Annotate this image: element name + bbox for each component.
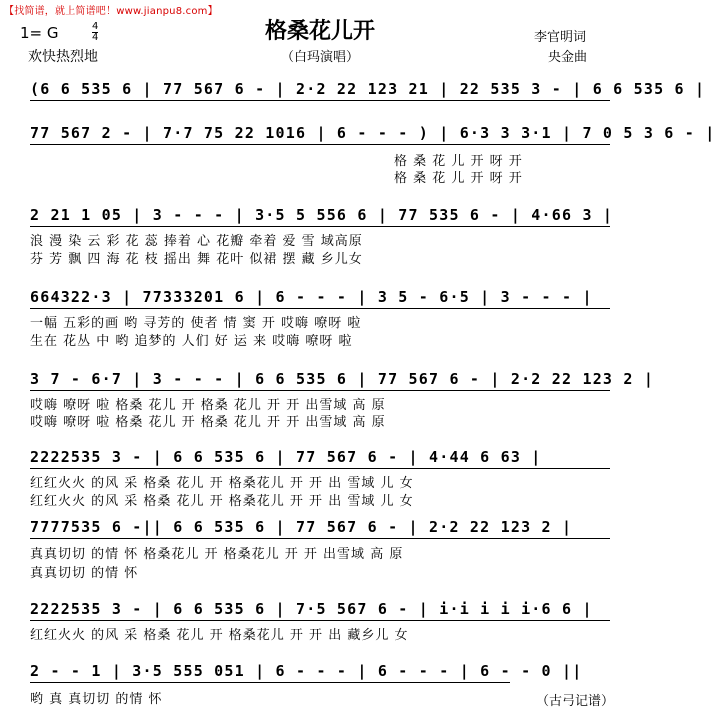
notation-row-2: 77 567 2 - | 7·7 75 22 1016 | 6 - - - ) | 6·3 3 3·1 | 7 0 5 3 6 - |	[30, 124, 715, 142]
transcriber-note: （古弓记谱）	[536, 694, 615, 709]
lyric-row-2-line-1: 格 桑 花 儿 开 呀 开	[394, 154, 523, 169]
lyric-row-4-line-1: 一幅 五彩的画 哟 寻芳的 使者 情 窦 开 哎嗨 嘹呀 啦	[30, 316, 362, 331]
key-signature: 1= G	[20, 24, 59, 42]
underline-row-5	[30, 390, 610, 391]
tempo-marking: 欢快热烈地	[28, 49, 98, 65]
lyric-row-2-line-2: 格 桑 花 儿 开 呀 开	[394, 171, 523, 186]
underline-row-2	[30, 144, 610, 145]
notation-row-8: 2222535 3 - | 6 6 535 6 | 7·5 567 6 - | i·i i i i·6 6 |	[30, 600, 593, 618]
notation-row-9: 2 - - 1 | 3·5 555 051 | 6 - - - | 6 - - - | 6 - - 0 ||	[30, 662, 583, 680]
site-banner: 【找简谱，就上简谱吧！www.jianpu8.com】	[4, 6, 218, 17]
underline-row-4	[30, 308, 610, 309]
underline-row-7	[30, 538, 610, 539]
notation-row-6: 2222535 3 - | 6 6 535 6 | 77 567 6 - | 4·44 6 63 |	[30, 448, 542, 466]
lyric-row-7-line-2: 真真切切 的情 怀	[30, 566, 139, 581]
lyric-row-6-line-1: 红红火火 的风 采 格桑 花儿 开 格桑花儿 开 开 出 雪域 儿 女	[30, 476, 414, 491]
composer-credit: 央金曲	[548, 50, 588, 65]
lyric-row-5-line-1: 哎嗨 嘹呀 啦 格桑 花儿 开 格桑 花儿 开 开 出雪域 高 原	[30, 398, 386, 413]
notation-row-7: 7777535 6 -|| 6 6 535 6 | 77 567 6 - | 2·2 22 123 2 |	[30, 518, 573, 536]
notation-row-4: 664322·3 | 77333201 6 | 6 - - - | 3 5 - 6·5 | 3 - - - |	[30, 288, 593, 306]
lyricist-credit: 李官明词	[534, 30, 587, 45]
lyric-row-5-line-2: 哎嗨 嘹呀 啦 格桑 花儿 开 格桑 花儿 开 开 出雪域 高 原	[30, 415, 386, 430]
lyric-row-3-line-1: 浪 漫 染 云 彩 花 蕊 捧着 心 花瓣 牵着 爱 雪 域高原	[30, 234, 363, 249]
meter-bottom: 4	[92, 32, 99, 43]
lyric-row-6-line-2: 红红火火 的风 采 格桑 花儿 开 格桑花儿 开 开 出 雪域 儿 女	[30, 494, 414, 509]
lyric-row-7-line-1: 真真切切 的情 怀 格桑花儿 开 格桑花儿 开 开 出雪域 高 原	[30, 547, 404, 562]
notation-row-3: 2 21 1 05 | 3 - - - | 3·5 5 556 6 | 77 535 6 - | 4·66 3 |	[30, 206, 614, 224]
underline-row-1	[30, 100, 610, 101]
notation-row-5: 3 7 - 6·7 | 3 - - - | 6 6 535 6 | 77 567 6 - | 2·2 22 123 2 |	[30, 370, 655, 388]
song-title: 格桑花儿开	[264, 19, 375, 44]
lyric-row-4-line-2: 生在 花丛 中 哟 追梦的 人们 好 运 来 哎嗨 嘹呀 啦	[30, 334, 353, 349]
singer-credit: （白玛演唱）	[280, 50, 359, 65]
underline-row-9	[30, 682, 510, 683]
meter-top: 4	[92, 21, 99, 32]
notation-row-1: (6 6 535 6 | 77 567 6 - | 2·2 22 123 21 | 22 535 3 - | 6 6 535 6 |	[30, 80, 706, 98]
lyric-row-3-line-2: 芬 芳 飘 四 海 花 枝 摇出 舞 花叶 似裙 摆 藏 乡儿女	[30, 252, 363, 267]
underline-row-3	[30, 226, 610, 227]
lyric-row-8-line-1: 红红火火 的风 采 格桑 花儿 开 格桑花儿 开 开 出 藏乡儿 女	[30, 628, 409, 643]
underline-row-8	[30, 620, 610, 621]
lyric-row-9-line-1: 哟 真 真切切 的情 怀	[30, 692, 163, 707]
underline-row-6	[30, 468, 610, 469]
